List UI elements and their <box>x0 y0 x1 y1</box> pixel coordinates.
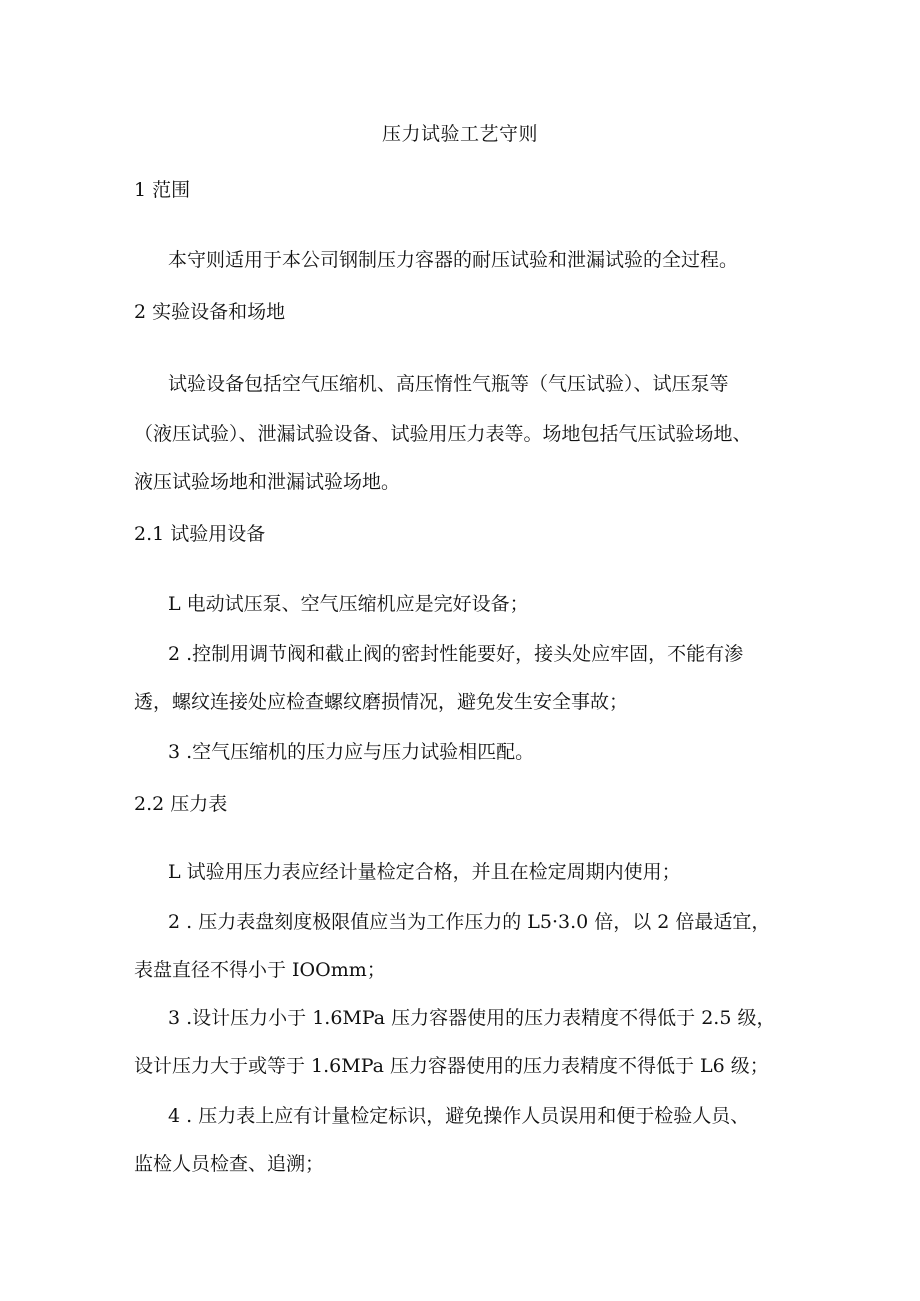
paragraph-line: 3 .设计压力小于 1.6MPa 压力容器使用的压力表精度不得低于 2.5 级， <box>168 1007 776 1029</box>
section-heading-1: 1 范围 <box>134 179 191 201</box>
paragraph-line: L 试验用压力表应经计量检定合格，并且在检定周期内使用； <box>168 861 681 883</box>
paragraph-line: 4 . 压力表上应有计量检定标识，避免操作人员误用和便于检验人员、 <box>168 1105 750 1127</box>
paragraph-line: 本守则适用于本公司钢制压力容器的耐压试验和泄漏试验的全过程。 <box>168 249 739 271</box>
paragraph-line: 3 .空气压缩机的压力应与压力试验相匹配。 <box>168 741 535 763</box>
paragraph-line: 监检人员检查、追溯； <box>134 1153 325 1175</box>
section-heading-2-2: 2.2 压力表 <box>134 793 228 815</box>
section-heading-2: 2 实验设备和场地 <box>134 301 286 323</box>
paragraph-line: 液压试验场地和泄漏试验场地。 <box>134 471 401 493</box>
paragraph-line: L 电动试压泵、空气压缩机应是完好设备； <box>168 593 529 615</box>
paragraph-line: 2 . 压力表盘刻度极限值应当为工作压力的 L5·3.0 倍，以 2 倍最适宜， <box>168 911 771 933</box>
paragraph-line: （液压试验）、泄漏试验设备、试验用压力表等。场地包括气压试验场地、 <box>134 423 752 445</box>
paragraph-line: 透，螺纹连接处应检查螺纹磨损情况，避免发生安全事故； <box>134 691 629 713</box>
paragraph-line: 表盘直径不得小于 IOOmm； <box>134 959 386 981</box>
page-title: 压力试验工艺守则 <box>381 123 538 145</box>
paragraph-line: 2 .控制用调节阀和截止阀的密封性能要好，接头处应牢固，不能有渗 <box>168 643 744 665</box>
paragraph-line: 设计压力大于或等于 1.6MPa 压力容器使用的压力表精度不得低于 L6 级； <box>134 1055 769 1077</box>
section-heading-2-1: 2.1 试验用设备 <box>134 523 266 545</box>
paragraph-line: 试验设备包括空气压缩机、高压惰性气瓶等（气压试验）、试压泵等 <box>168 373 729 395</box>
